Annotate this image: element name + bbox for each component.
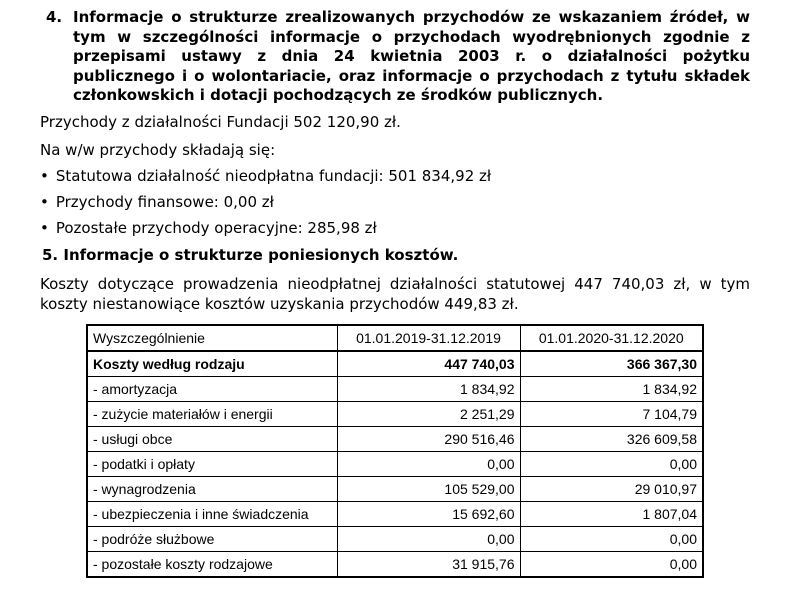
table-row bbox=[87, 502, 703, 527]
income-total-text: Przychody z działalności Fundacji 502 120,90 zł. bbox=[40, 113, 401, 131]
table-cell-value: 31 915,76 bbox=[337, 552, 520, 578]
table-cell-value: 0,00 bbox=[520, 552, 703, 578]
table-cell-value: 2 251,29 bbox=[337, 402, 520, 427]
table-row bbox=[87, 527, 703, 552]
table-cell-value: 1 834,92 bbox=[337, 377, 520, 402]
table-cell-value: 0,00 bbox=[520, 527, 703, 552]
table-cell-label: - ubezpieczenia i inne świadczenia bbox=[87, 502, 337, 527]
table-cell-value: 326 609,58 bbox=[520, 427, 703, 452]
income-item-label: Przychody finansowe: 0,00 zł bbox=[55, 193, 274, 211]
income-item-statutory bbox=[40, 166, 750, 186]
table-cell-value: 1 834,92 bbox=[520, 377, 703, 402]
table-row bbox=[87, 402, 703, 427]
table-cell-label: - usługi obce bbox=[87, 427, 337, 452]
table-row bbox=[87, 452, 703, 477]
table-cell-label: - wynagrodzenia bbox=[87, 477, 337, 502]
income-item-label: Pozostałe przychody operacyjne: 285,98 zł bbox=[55, 219, 377, 237]
table-cell-label: - pozostałe koszty rodzajowe bbox=[87, 552, 337, 578]
table-header-cell: 01.01.2020-31.12.2020 bbox=[520, 325, 703, 351]
table-row bbox=[87, 552, 703, 578]
table-cell-label: - podatki i opłaty bbox=[87, 452, 337, 477]
costs-description: Koszty dotyczące prowadzenia nieodpłatnej działalności statutowej 447 740,03 zł, w tym koszty niestanowiące kosztów uzyskania przychodów 449,83 zł. bbox=[40, 275, 750, 313]
table-cell-label: - amortyzacja bbox=[87, 377, 337, 402]
table-row bbox=[87, 427, 703, 452]
table-header-row bbox=[87, 325, 703, 351]
cost-table bbox=[86, 324, 704, 578]
income-item-financial bbox=[40, 192, 750, 212]
section-5-heading: 5. Informacje o strukturze poniesionych kosztów. bbox=[42, 246, 459, 264]
table-cell-value: 447 740,03 bbox=[337, 351, 520, 377]
table-cell-value: 105 529,00 bbox=[337, 477, 520, 502]
table-cell-value: 0,00 bbox=[337, 527, 520, 552]
table-header-cell: 01.01.2019-31.12.2019 bbox=[337, 325, 520, 351]
income-item-label: Statutowa działalność nieodpłatna fundacji: 501 834,92 zł bbox=[55, 167, 492, 185]
table-cell-value: 0,00 bbox=[337, 452, 520, 477]
income-intro-text: Na w/w przychody składają się: bbox=[40, 141, 276, 159]
table-cell-value: 15 692,60 bbox=[337, 502, 520, 527]
table-cell-value: 366 367,30 bbox=[520, 351, 703, 377]
table-cell-label: - podróże służbowe bbox=[87, 527, 337, 552]
table-cell-value: 290 516,46 bbox=[337, 427, 520, 452]
table-row bbox=[87, 351, 703, 377]
income-item-other bbox=[40, 218, 750, 238]
table-cell-label: - zużycie materiałów i energii bbox=[87, 402, 337, 427]
table-cell-value: 29 010,97 bbox=[520, 477, 703, 502]
table-cell-label: Koszty według rodzaju bbox=[87, 351, 337, 377]
table-row bbox=[87, 377, 703, 402]
table-cell-value: 7 104,79 bbox=[520, 402, 703, 427]
section-4-number: 4. bbox=[46, 8, 63, 26]
table-cell-value: 1 807,04 bbox=[520, 502, 703, 527]
table-cell-value: 0,00 bbox=[520, 452, 703, 477]
section-4-heading-text: Informacje o strukturze zrealizowanych przychodów ze wskazaniem źródeł, w tym w szczególności informacje o przychodach wyodrębnionych zgodnie z przepisami ustawy z dnia 24 kwietnia 2003 r. o działalności pożytku publicznego i o wolontariacie, oraz informacje o przychodach z tytułu składek członkowskich i dotacji pochodzących ze środków publicznych. bbox=[73, 8, 750, 104]
table-row bbox=[87, 477, 703, 502]
table-header-cell: Wyszczególnienie bbox=[87, 325, 337, 351]
section-4-heading bbox=[38, 8, 750, 106]
